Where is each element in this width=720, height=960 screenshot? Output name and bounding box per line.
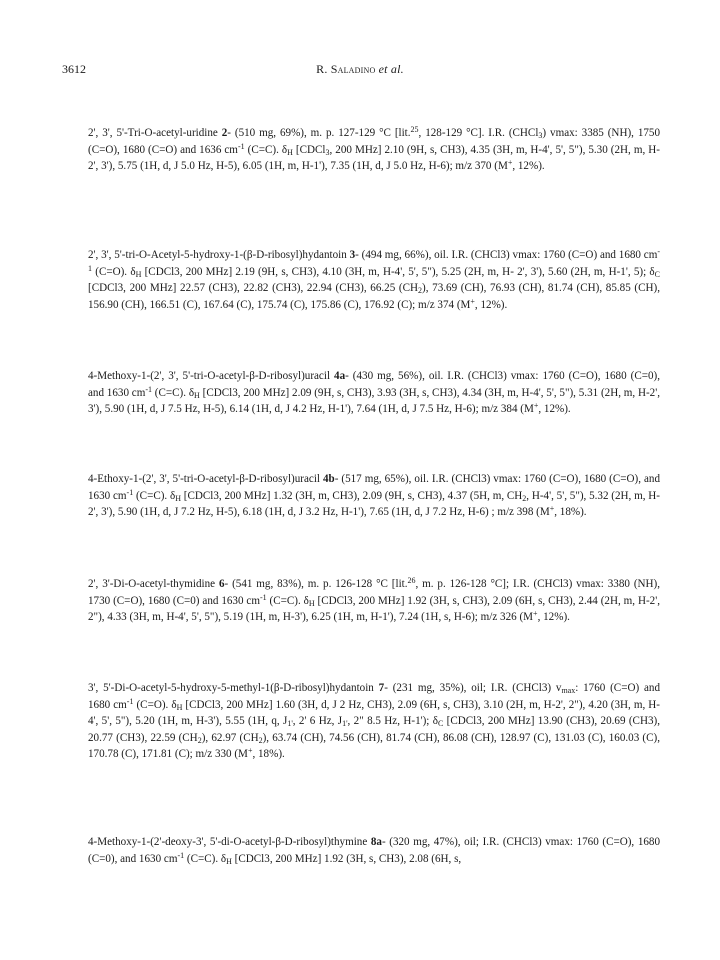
compound-name: 3', 5'-Di-O-acetyl-5-hydroxy-5-methyl-1(β-D-ribosyl)hydantoin (88, 682, 379, 695)
entry-text: - (231 mg, 35%), oil; I.R. (CHCl3) v (384, 682, 562, 695)
compound-name: 4-Methoxy-1-(2', 3', 5'-tri-O-acetyl-β-D-ribosyl)uracil (88, 370, 335, 383)
entry-text: , 18%). (252, 748, 285, 761)
subscript: H (226, 856, 232, 866)
reference-superscript: 26 (407, 576, 416, 586)
entry-text: (C=O). δ (133, 698, 177, 711)
et-al: et al. (378, 62, 404, 76)
entry-text: - (510 mg, 69%), m. p. 127-129 °C [lit. (227, 127, 411, 140)
entry-text: (C=C). δ (152, 386, 195, 399)
compound-entry-4a (88, 368, 660, 418)
entry-text: [CDCl3, 200 MHz] 2.19 (9H, s, CH3), 4.10 (3H, m, H-4', 5', 5"), 5.25 (2H, m, H- 2', 3'), 5.60 (2H, m, H-1', 5); δ (141, 265, 655, 278)
subscript: H (176, 702, 183, 712)
superscript: + (549, 504, 555, 514)
entry-text: , m. p. 126-128 °C]; I.R. (CHCl3) vmax: 3380 (NH), 1730 (C=O), 1680 (C=0) and 1630 cm (88, 578, 661, 607)
compound-number: 7 (378, 682, 385, 695)
subscript: H (175, 493, 181, 503)
subscript: 2 (418, 286, 423, 296)
entry-text: , 12%). (538, 403, 571, 416)
superscript: -1 (237, 141, 245, 151)
compound-number: 8a (370, 836, 382, 849)
subscript: H (135, 269, 142, 279)
author-name: R. Saladino (316, 62, 376, 76)
entry-text: [CDCl3, 200 MHz] 1.92 (3H, s, CH3), 2.09 (6H, s, CH3), 2.44 (2H, m, H-2', 2"), 4.33 (3H, m, H-4', 5', 5"), 5.19 (1H, m, H-3'), 6.25 (1H, m, H-1'), 7.24 (1H, s, H-6); m/z 326 (M (88, 594, 660, 624)
superscript: -1 (126, 696, 134, 706)
compound-number: 4a (334, 370, 346, 383)
superscript: + (247, 746, 253, 756)
entry-text: (C=C). δ (133, 489, 176, 502)
entry-text: - (430 mg, 56%), oil. I.R. (CHCl3) vmax: 1760 (C=O), 1680 (C=0), and 1630 cm (88, 370, 660, 399)
entry-text: ), 63.74 (CH), 74.56 (CH), 81.74 (CH), 86.08 (CH), 128.97 (C), 131.03 (C), 160.03 (C), 170.78 (C), 171.81 (C); m/z 330 (M (88, 731, 660, 761)
compound-entry-6 (88, 576, 660, 626)
reference-superscript: 25 (410, 125, 419, 135)
entry-text: - (320 mg, 47%), oil; I.R. (CHCl3) vmax: 1760 (C=O), 1680 (C=0), and 1630 cm (88, 836, 661, 865)
entry-text: , 12%). (474, 298, 508, 311)
entry-text: ), 73.69 (CH), 76.93 (CH), 81.74 (CH), 85.85 (CH), 156.90 (CH), 166.51 (C), 167.64 (C), 175.74 (C), 175.86 (C), 176.92 (C); m/z 374 (M (88, 282, 660, 311)
superscript: + (533, 401, 539, 411)
entry-text: , 18%). (554, 506, 587, 519)
superscript: -1 (145, 384, 153, 394)
subscript: 3 (325, 147, 330, 157)
entry-text: , 200 MHz] 2.10 (9H, s, CH3), 4.35 (3H, m, H-4', 5', 5"), 5.30 (2H, m, H-2', 3'), 5.75 (1H, d, J 5.0 Hz, H-5), 6.05 (1H, m, H-1'), 7.35 (1H, d, J 5.0 Hz, H-6); m/z 370 (M (88, 143, 660, 173)
compound-number: 2 (221, 127, 228, 140)
superscript: -1 (177, 850, 185, 860)
compound-entry-8a (88, 834, 660, 867)
entry-text: - (494 mg, 66%), oil. I.R. (CHCl3) vmax: 1760 (C=O) and 1680 cm (355, 249, 658, 262)
subscript: H (308, 598, 315, 608)
compound-number: 6 (218, 578, 225, 591)
entry-text: [CDCl3, 200 MHz] 22.57 (CH3), 22.82 (CH3), 22.94 (CH3), 66.25 (CH (88, 282, 419, 295)
entry-text: [CDCl3, 200 MHz] 1.92 (3H, s, CH3), 2.08 (6H, s, (231, 852, 462, 865)
entry-text: (C=C). δ (244, 143, 288, 156)
compound-number: 4b (322, 473, 335, 486)
compound-name: 2', 3', 5'-Tri-O-acetyl-uridine (88, 127, 222, 140)
entry-text: (C=O). δ (92, 265, 136, 278)
page-header (0, 62, 720, 82)
subscript: 1' (287, 719, 293, 729)
subscript: H (194, 390, 200, 400)
superscript: + (533, 609, 538, 619)
entry-text: , 12%). (537, 611, 570, 624)
entry-text: , 2" 8.5 Hz, H-1'); δ (347, 715, 438, 728)
page-number: 3612 (62, 62, 86, 76)
subscript: 2 (197, 735, 202, 745)
entry-text: [CDCl3, 200 MHz] 1.60 (3H, d, J 2 Hz, CH3), 2.09 (6H, s, CH3), 3.10 (2H, m, H-2', 2"), 4.20 (3H, m, H-4', 5', 5"), 5.20 (1H, m, H-3'), 5.55 (1H, q, J (88, 698, 660, 728)
entry-text: ), 62.97 (CH (201, 731, 259, 744)
entry-text: - (541 mg, 83%), m. p. 126-128 °C [lit. (224, 578, 408, 591)
subscript: H (287, 147, 293, 157)
subscript: 2 (522, 493, 527, 503)
superscript: -1 (88, 247, 660, 273)
compound-name: 2', 3'-Di-O-acetyl-thymidine (88, 578, 219, 591)
subscript: 2 (258, 735, 263, 745)
entry-text: , 128-129 °C]. I.R. (CHCl (418, 127, 539, 140)
subscript: max (561, 686, 576, 696)
entry-text: [CDCl3, 200 MHz] 2.09 (9H, s, CH3), 3.93 (3H, s, CH3), 4.34 (3H, m, H-4', 5', 5"), 5.31 (2H, m, H-2', 3'), 5.90 (1H, d, J 7.5 Hz, H-5), 6.14 (1H, d, J 4.2 Hz, H-1'), 7.64 (1H, d, J 7.5 Hz, H-6); m/z 384 (M (88, 386, 660, 416)
entry-text: ) vmax: 3385 (NH), 1750 (C=O), 1680 (C=O) and 1636 cm (88, 127, 661, 156)
compound-entry-4b (88, 471, 660, 521)
subscript: C (654, 269, 660, 279)
compound-name: 4-Methoxy-1-(2'-deoxy-3', 5'-di-O-acetyl-β-D-ribosyl)thymine (88, 836, 371, 849)
entry-text: , H-4', 5', 5"), 5.32 (2H, m, H-2', 3'), 5.90 (1H, d, J 7.2 Hz, H-5), 6.18 (1H, d, J 3.2 Hz, H-1'), 7.65 (1H, d, J 7.2 Hz, H-6) ; m/z 398 (M (88, 489, 660, 519)
entry-text: (C=C). δ (266, 594, 309, 607)
entry-text: , 12%). (512, 160, 545, 173)
entry-text: : 1760 (C=O) and 1680 cm (88, 682, 660, 711)
compound-entry-7 (88, 680, 660, 763)
entry-text: [CDCl (292, 143, 326, 156)
compound-name: 4-Ethoxy-1-(2', 3', 5'-tri-O-acetyl-β-D-ribosyl)uracil (88, 473, 323, 486)
superscript: -1 (126, 487, 134, 497)
compound-entry-3 (88, 247, 660, 313)
superscript: + (507, 158, 513, 168)
compound-name: 2', 3', 5'-tri-O-Acetyl-5-hydroxy-1-(β-D-ribosyl)hydantoin (88, 249, 350, 262)
superscript: + (470, 296, 475, 306)
subscript: 1' (342, 719, 348, 729)
entry-text: - (517 mg, 65%), oil. I.R. (CHCl3) vmax: 1760 (C=O), 1680 (C=O), and 1630 cm (88, 473, 660, 502)
compound-entry-2 (88, 125, 660, 175)
subscript: C (437, 719, 444, 729)
entry-text: [CDCl3, 200 MHz] 13.90 (CH3), 20.69 (CH3), 20.77 (CH3), 22.59 (CH (88, 715, 660, 744)
running-head (0, 62, 720, 77)
subscript: 3 (538, 131, 543, 141)
entry-text: (C=C). δ (184, 852, 227, 865)
entry-text: [CDCl3, 200 MHz] 1.32 (3H, m, CH3), 2.09 (9H, s, CH3), 4.37 (5H, m, CH (181, 489, 523, 502)
compound-number: 3 (349, 249, 356, 262)
entry-text: , 2' 6 Hz, J (292, 715, 343, 728)
superscript: -1 (259, 592, 267, 602)
